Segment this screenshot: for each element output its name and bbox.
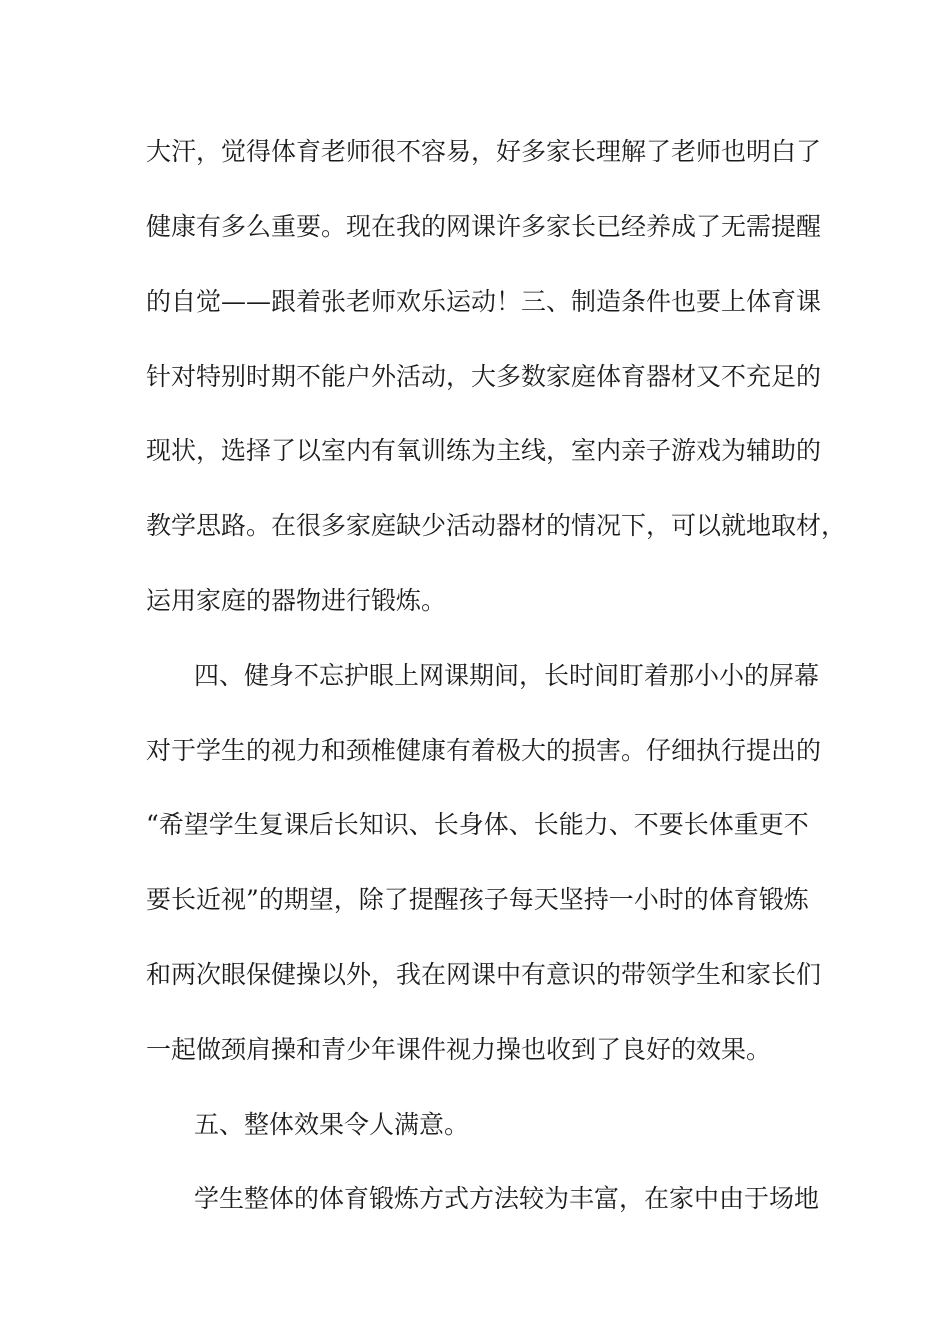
text-line: 现状，选择了以室内有氧训练为主线，室内亲子游戏为辅助的 xyxy=(146,436,822,465)
paragraph-heading-4: 四、健身不忘护眼上网课期间，长时间盯着那小小的屏幕 xyxy=(194,661,820,690)
text-line: 对于学生的视力和颈椎健康有着极大的损害。仔细执行提出的 xyxy=(146,736,822,765)
text-line: 针对特别时期不能户外活动，大多数家庭体育器材又不充足的 xyxy=(146,362,822,391)
text-line: 和两次眼保健操以外，我在网课中有意识的带领学生和家长们 xyxy=(146,960,822,989)
paragraph-heading-5: 五、整体效果令人满意。 xyxy=(194,1110,470,1139)
text-line: 健康有多么重要。现在我的网课许多家长已经养成了无需提醒 xyxy=(146,212,822,241)
text-line: 要长近视”的期望，除了提醒孩子每天坚持一小时的体育锻炼 xyxy=(146,885,809,914)
text-line: 运用家庭的器物进行锻炼。 xyxy=(146,586,447,615)
text-line: 大汗，觉得体育老师很不容易，好多家长理解了老师也明白了 xyxy=(146,137,822,166)
text-line: 学生整体的体育锻炼方式方法较为丰富，在家中由于场地 xyxy=(194,1184,820,1213)
text-line: 教学思路。在很多家庭缺少活动器材的情况下，可以就地取材， xyxy=(146,511,847,540)
text-line: “希望学生复课后长知识、长身体、长能力、不要长体重更不 xyxy=(146,810,809,839)
text-line: 一起做颈肩操和青少年课件视力操也收到了良好的效果。 xyxy=(146,1035,772,1064)
text-line: 的自觉——跟着张老师欢乐运动！三、制造条件也要上体育课 xyxy=(146,287,822,316)
